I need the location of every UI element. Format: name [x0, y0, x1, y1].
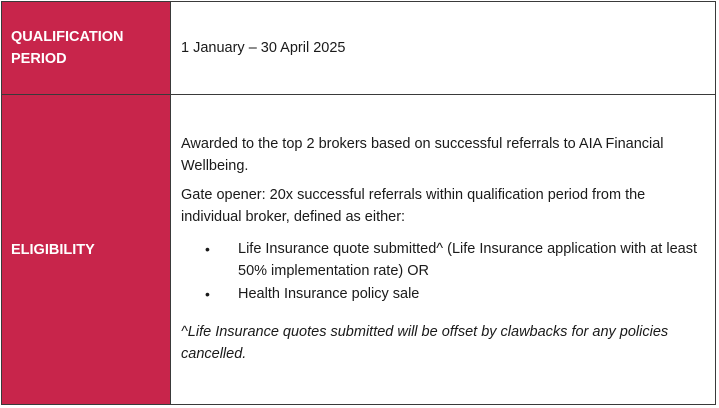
bullet-icon: •	[205, 241, 210, 257]
criteria-text-health-insurance: Health Insurance policy sale	[238, 286, 420, 302]
award-description: Awarded to the top 2 brokers based on successful referrals to AIA Financial Wellbeing.	[181, 136, 664, 174]
qualification-period-value: 1 January – 30 April 2025	[181, 40, 346, 56]
criteria-list	[181, 238, 703, 305]
eligibility-label-cell	[2, 95, 171, 404]
eligibility-label: ELIGIBILITY	[11, 241, 95, 258]
qualification-period-label: QUALIFICATION PERIOD	[11, 29, 124, 67]
qualification-period-label-cell	[2, 2, 171, 94]
eligibility-table	[1, 1, 716, 405]
criteria-text-life-insurance: Life Insurance quote submitted^ (Life Insurance application with at least 50% implementation rate) OR	[238, 241, 697, 279]
qualification-period-row	[2, 2, 715, 95]
list-item	[181, 238, 703, 282]
qualification-period-value-cell	[172, 2, 715, 94]
eligibility-row	[2, 95, 715, 404]
bullet-icon: •	[205, 286, 210, 302]
list-item	[181, 283, 703, 305]
gate-opener-description: Gate opener: 20x successful referrals within qualification period from the individual broker, defined as either:	[181, 187, 646, 225]
eligibility-value-cell	[172, 95, 715, 404]
clawback-note: ^Life Insurance quotes submitted will be offset by clawbacks for any policies cancelled.	[181, 324, 669, 362]
